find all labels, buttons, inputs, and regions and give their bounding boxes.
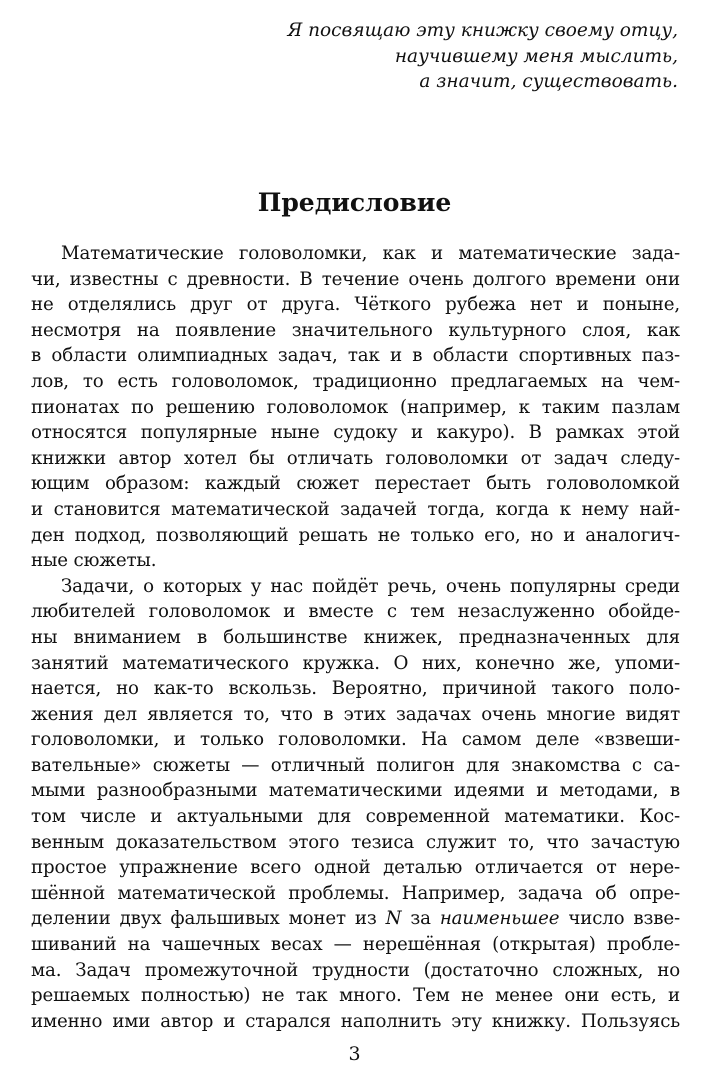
text-line: шённой математической проблемы. Например, задача об опре-	[31, 882, 680, 904]
text-line: ден подход, позволяющий решать не только его, но и аналогич-	[31, 524, 680, 546]
epigraph-line: Я посвящаю эту книжку своему отцу,	[287, 20, 678, 41]
text-line-mixed	[31, 906, 680, 932]
text-line: мыми разнообразными математическими идеями и методами, в	[31, 780, 680, 802]
text-line: венным доказательством этого тезиса служит то, что зачастую	[31, 831, 680, 853]
text-line: том числе и актуальными для современной математики. Кос-	[31, 806, 680, 828]
text-line: относятся популярные ныне судоку и какуро). В рамках этой	[31, 422, 680, 444]
text-line: в области олимпиадных задач, так и в области спортивных паз-	[31, 345, 680, 367]
text-line: любителей головоломок и вместе с тем незаслуженно обойде-	[31, 601, 680, 623]
text-line: ма. Задач промежуточной трудности (достаточно сложных, но	[31, 959, 680, 981]
text-line: шиваний на чашечных весах — нерешённая (открытая) пробле-	[31, 934, 680, 956]
epigraph-line: научившему меня мыслить,	[394, 45, 678, 67]
text-line: и становится математической задачей тогда, когда к нему най-	[31, 498, 680, 520]
text-line: решаемых полностью) не так много. Тем не менее они есть, и	[31, 985, 680, 1007]
text-fragment: делении двух фальшивых монет из	[31, 908, 386, 930]
text-line: именно ими автор и старался наполнить эту книжку. Пользуясь	[31, 1010, 680, 1032]
epigraph	[248, 18, 678, 95]
text-line: простое упражнение всего одной деталью отличается от нере-	[31, 857, 680, 879]
text-line: Задачи, о которых у нас пойдёт речь, очень популярны среди	[61, 575, 680, 597]
text-line: пионатах по решению головоломок (например, к таким пазлам	[31, 396, 680, 418]
text-line: ные сюжеты.	[31, 550, 157, 572]
text-fragment: число взве-	[559, 908, 680, 930]
variable-n: N	[385, 908, 402, 930]
emphasized-word: наименьшее	[439, 908, 560, 930]
text-fragment: за	[401, 908, 440, 930]
page-number: 3	[348, 1043, 361, 1065]
text-line: вательные» сюжеты — отличный полигон для знакомства с са-	[31, 754, 680, 776]
epigraph-line: а значит, существовать.	[419, 71, 678, 93]
text-line: ющим образом: каждый сюжет перестает быть головоломкой	[31, 473, 680, 495]
text-line: чи, известны с древности. В течение очень долгого времени они	[31, 268, 680, 290]
text-line: лов, то есть головоломок, традиционно предлагаемых на чем-	[31, 370, 680, 392]
body-text	[31, 241, 680, 1034]
text-line: нается, но как-то вскользь. Вероятно, причиной такого поло-	[31, 678, 680, 700]
text-line: книжки автор хотел бы отличать головоломки от задач следу-	[31, 447, 680, 469]
chapter-title: Предисловие	[257, 188, 452, 217]
text-line: ны вниманием в большинстве книжек, предназначенных для	[31, 626, 680, 648]
text-line: не отделялись друг от друга. Чёткого рубежа нет и поныне,	[31, 294, 680, 316]
text-line: жения дел является то, что в этих задачах очень многие видят	[31, 703, 680, 725]
text-line: занятий математического кружка. О них, конечно же, упоми-	[31, 652, 680, 674]
text-line: несмотря на появление значительного культурного слоя, как	[31, 319, 680, 341]
text-line: Математические головоломки, как и математические зада-	[61, 243, 680, 264]
text-line: головоломки, и только головоломки. На самом деле «взвеши-	[31, 729, 680, 751]
